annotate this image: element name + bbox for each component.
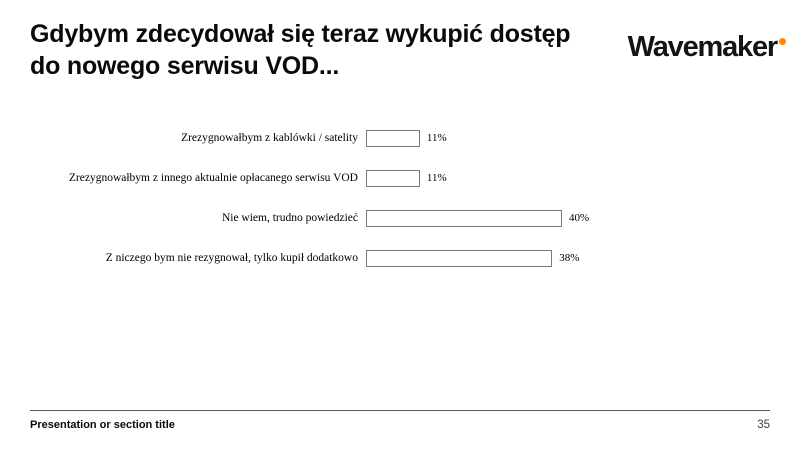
footer-section-title: Presentation or section title	[30, 419, 175, 431]
slide-title-line-2: do nowego serwisu VOD...	[30, 52, 340, 80]
bar-chart	[30, 118, 770, 278]
chart-row	[30, 198, 770, 238]
category-label: Zrezygnowałbym z innego aktualnie opłacanego serwisu VOD	[68, 172, 358, 184]
page-number: 35	[757, 419, 770, 431]
chart-row	[30, 118, 770, 158]
footer-divider	[30, 410, 770, 411]
value-label: 11%	[426, 132, 447, 144]
bar	[366, 130, 420, 147]
slide-title-line-1: Gdybym zdecydował się teraz wykupić dostęp	[30, 20, 571, 48]
category-label: Nie wiem, trudno powiedzieć	[221, 212, 358, 224]
slide-title	[30, 18, 630, 82]
wavemaker-logo	[628, 32, 786, 62]
value-label: 11%	[426, 172, 447, 184]
chart-row	[30, 238, 770, 278]
category-label: Zrezygnowałbym z kablówki / satelity	[181, 132, 358, 144]
category-label: Z niczego bym nie rezygnował, tylko kupił dodatkowo	[105, 252, 358, 264]
bar	[366, 170, 420, 187]
value-label: 40%	[569, 212, 590, 224]
wavemaker-logo-dot-icon	[779, 38, 786, 45]
chart-row	[30, 158, 770, 198]
wavemaker-logo-text: Wavemaker	[627, 31, 777, 63]
bar	[366, 210, 562, 227]
value-label: 38%	[559, 252, 580, 264]
bar	[366, 250, 552, 267]
